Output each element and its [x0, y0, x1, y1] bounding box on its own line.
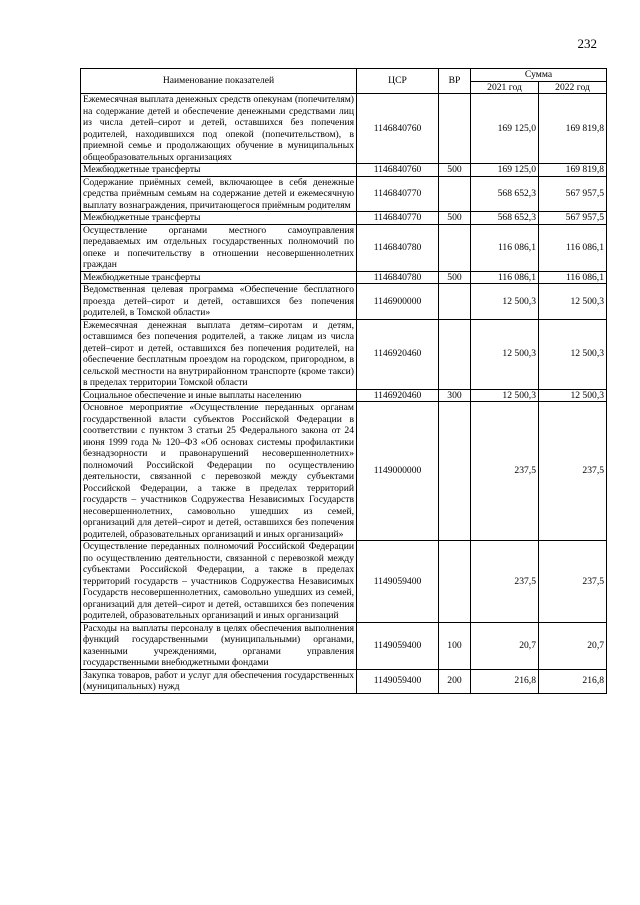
header-sum: Сумма	[471, 69, 607, 82]
row-2022: 20,7	[539, 622, 607, 669]
row-2022: 12 500,3	[539, 284, 607, 320]
table-row	[81, 319, 607, 389]
row-csr: 1146840770	[357, 212, 439, 225]
row-vr	[439, 94, 471, 164]
row-2021: 116 086,1	[471, 224, 539, 271]
budget-table	[80, 68, 607, 694]
row-name: Основное мероприятие «Осуществление переданных органам государственной власти субъектов Российской Федерации в соответствии с пунктом 3 статьи 25 Федерального закона от 24 июня 1999 года № 120–ФЗ «Об основах системы профилактики безнадзорности и правонарушений несовершеннолетних» полномочий Российской Федерации по осуществлению деятельности, связанной с перевозкой между субъектами Российской Федерации, а также в пределах территорий государств – участников Содружества Независимых Государств несовершеннолетних, самовольно ушедших из семей, организаций для детей–сирот и детей, оставшихся без попечения родителей, образовательных организаций и иных организаций»	[81, 402, 357, 541]
row-2021: 169 125,0	[471, 164, 539, 177]
row-2021: 12 500,3	[471, 389, 539, 402]
row-name: Ведомственная целевая программа «Обеспечение бесплатного проезда детей–сирот и детей, оставшихся без попечения родителей, в Томской области»	[81, 284, 357, 320]
row-2021: 216,8	[471, 669, 539, 693]
row-2022: 12 500,3	[539, 389, 607, 402]
row-csr: 1149059400	[357, 669, 439, 693]
table-row	[81, 389, 607, 402]
row-vr	[439, 284, 471, 320]
page-number: 232	[577, 36, 597, 51]
table-row	[81, 164, 607, 177]
row-vr: 500	[439, 212, 471, 225]
row-name: Осуществление органами местного самоуправления передаваемых им отдельных государственных полномочий по опеке и попечительству в отношении несовершеннолетних граждан	[81, 224, 357, 271]
row-csr: 1149059400	[357, 541, 439, 623]
table-row	[81, 622, 607, 669]
table-row	[81, 284, 607, 320]
row-2021: 568 652,3	[471, 212, 539, 225]
row-2021: 568 652,3	[471, 176, 539, 212]
row-csr: 1146840780	[357, 271, 439, 284]
row-csr: 1149000000	[357, 402, 439, 541]
row-csr: 1146840760	[357, 164, 439, 177]
header-csr: ЦСР	[357, 69, 439, 94]
row-csr: 1146840770	[357, 176, 439, 212]
row-2022: 237,5	[539, 541, 607, 623]
table-row	[81, 402, 607, 541]
row-vr: 300	[439, 389, 471, 402]
row-2022: 567 957,5	[539, 212, 607, 225]
row-vr: 500	[439, 271, 471, 284]
header-2021: 2021 год	[471, 81, 539, 94]
row-vr: 500	[439, 164, 471, 177]
table-row	[81, 94, 607, 164]
row-name: Межбюджетные трансферты	[81, 164, 357, 177]
row-name: Межбюджетные трансферты	[81, 212, 357, 225]
row-name: Социальное обеспечение и иные выплаты населению	[81, 389, 357, 402]
header-2022: 2022 год	[539, 81, 607, 94]
table-row	[81, 224, 607, 271]
row-vr	[439, 176, 471, 212]
header-vr: ВР	[439, 69, 471, 94]
row-vr: 100	[439, 622, 471, 669]
table-row	[81, 212, 607, 225]
row-vr	[439, 319, 471, 389]
row-2022: 169 819,8	[539, 164, 607, 177]
row-name: Ежемесячная денежная выплата детям–сиротам и детям, оставшимся без попечения родителей, а также лицам из числа детей–сирот и детей, оставшихся без попечения родителей, на обеспечение бесплатным проездом на городском, пригородном, в сельской местности на внутрирайонном транспорте (кроме такси) в пределах территории Томской области	[81, 319, 357, 389]
row-2022: 12 500,3	[539, 319, 607, 389]
row-csr: 1149059400	[357, 622, 439, 669]
row-vr	[439, 224, 471, 271]
row-2022: 116 086,1	[539, 271, 607, 284]
row-2021: 237,5	[471, 402, 539, 541]
table-row	[81, 669, 607, 693]
row-2021: 116 086,1	[471, 271, 539, 284]
row-2022: 116 086,1	[539, 224, 607, 271]
row-name: Ежемесячная выплата денежных средств опекунам (попечителям) на содержание детей и обеспечение денежными средствами лиц из числа детей–сирот и детей, оставшихся без попечения родителей, находившихся под опекой (попечительством), в приемной семье и продолжающих обучение в муниципальных общеобразовательных организациях	[81, 94, 357, 164]
row-vr	[439, 541, 471, 623]
row-csr: 1146920460	[357, 319, 439, 389]
row-csr: 1146900000	[357, 284, 439, 320]
row-2022: 237,5	[539, 402, 607, 541]
row-2022: 216,8	[539, 669, 607, 693]
table-row	[81, 541, 607, 623]
row-name: Расходы на выплаты персоналу в целях обеспечения выполнения функций государственными (муниципальными) органами, казенными учреждениями, органами управления государственными внебюджетными фондами	[81, 622, 357, 669]
row-2021: 20,7	[471, 622, 539, 669]
table-row	[81, 271, 607, 284]
row-2022: 567 957,5	[539, 176, 607, 212]
row-name: Закупка товаров, работ и услуг для обеспечения государственных (муниципальных) нужд	[81, 669, 357, 693]
table-row	[81, 176, 607, 212]
row-2021: 12 500,3	[471, 319, 539, 389]
row-vr: 200	[439, 669, 471, 693]
row-vr	[439, 402, 471, 541]
row-csr: 1146920460	[357, 389, 439, 402]
row-name: Содержание приёмных семей, включающее в себя денежные средства приёмным семьям на содержание детей и ежемесячную выплату вознаграждения, причитающегося приёмным родителям	[81, 176, 357, 212]
row-name: Осуществление переданных полномочий Российской Федерации по осуществлению деятельности, связанной с перевозкой между субъектами Российской Федерации, а также в пределах территорий государств – участников Содружества Независимых Государств несовершеннолетних, самовольно ушедших из семей, организаций для детей–сирот и детей, оставшихся без попечения родителей, образовательных организаций и иных организаций	[81, 541, 357, 623]
row-2021: 12 500,3	[471, 284, 539, 320]
header-name: Наименование показателей	[81, 69, 357, 94]
row-2022: 169 819,8	[539, 94, 607, 164]
row-2021: 169 125,0	[471, 94, 539, 164]
row-2021: 237,5	[471, 541, 539, 623]
row-csr: 1146840760	[357, 94, 439, 164]
row-name: Межбюджетные трансферты	[81, 271, 357, 284]
row-csr: 1146840780	[357, 224, 439, 271]
